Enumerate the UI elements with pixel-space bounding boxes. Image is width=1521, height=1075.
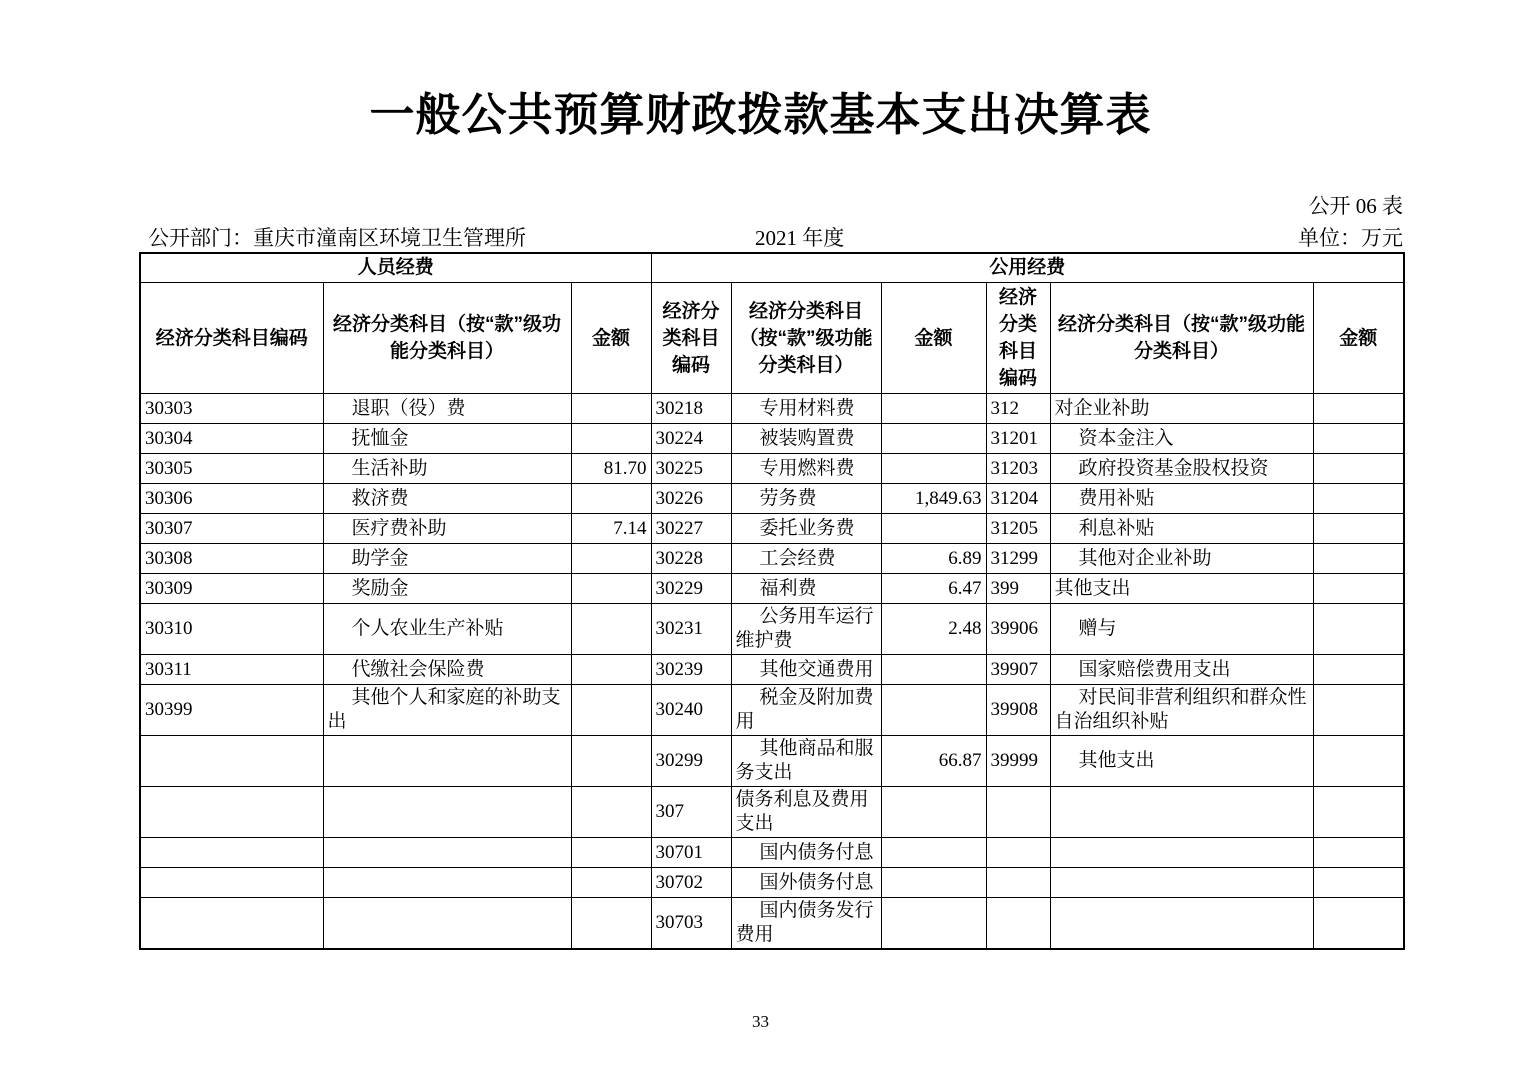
table-row — [140, 484, 1404, 514]
code-cell: 30308 — [140, 544, 323, 574]
subject-cell: 生活补助 — [323, 454, 571, 484]
column-header: 经济分类科目（按“款”级功能分类科目） — [731, 283, 881, 394]
amount-cell — [1313, 424, 1404, 454]
subject-cell: 赠与 — [1050, 604, 1313, 655]
subject-cell: 个人农业生产补贴 — [323, 604, 571, 655]
column-header: 经济分类科目编码 — [986, 283, 1050, 394]
code-cell: 30240 — [651, 685, 731, 736]
subject-cell: 公务用车运行维护费 — [731, 604, 881, 655]
table-row — [140, 394, 1404, 424]
code-cell: 30305 — [140, 454, 323, 484]
column-header: 金额 — [1313, 283, 1404, 394]
subject-cell: 费用补贴 — [1050, 484, 1313, 514]
subject-cell: 退职（役）费 — [323, 394, 571, 424]
code-cell: 30231 — [651, 604, 731, 655]
subject-cell: 利息补贴 — [1050, 514, 1313, 544]
amount-cell — [571, 484, 651, 514]
unit-label: 单位：万元 — [1298, 226, 1403, 250]
subject-cell: 救济费 — [323, 484, 571, 514]
amount-cell: 7.14 — [571, 514, 651, 544]
amount-cell — [571, 736, 651, 787]
code-cell: 30702 — [651, 868, 731, 898]
subject-cell: 劳务费 — [731, 484, 881, 514]
code-cell — [140, 898, 323, 950]
code-cell — [986, 787, 1050, 838]
amount-cell — [881, 655, 986, 685]
table-row — [140, 787, 1404, 838]
subject-cell — [323, 736, 571, 787]
amount-cell — [881, 838, 986, 868]
amount-cell — [571, 838, 651, 868]
table-row — [140, 544, 1404, 574]
subject-cell: 债务利息及费用支出 — [731, 787, 881, 838]
table-body — [140, 394, 1404, 950]
page-title: 一般公共预算财政拨款基本支出决算表 — [369, 89, 1152, 140]
code-cell: 31299 — [986, 544, 1050, 574]
table-row — [140, 685, 1404, 736]
subject-cell — [323, 868, 571, 898]
budget-table — [139, 252, 1405, 950]
column-header: 金额 — [881, 283, 986, 394]
subject-cell — [1050, 868, 1313, 898]
code-cell: 39906 — [986, 604, 1050, 655]
amount-cell: 2.48 — [881, 604, 986, 655]
table-row — [140, 655, 1404, 685]
subject-cell: 其他支出 — [1050, 736, 1313, 787]
amount-cell — [1313, 514, 1404, 544]
subject-cell: 其他支出 — [1050, 574, 1313, 604]
subject-cell: 奖励金 — [323, 574, 571, 604]
table-row — [140, 736, 1404, 787]
subject-cell: 国外债务付息 — [731, 868, 881, 898]
amount-cell: 1,849.63 — [881, 484, 986, 514]
column-header-row — [140, 283, 1404, 394]
subject-cell: 福利费 — [731, 574, 881, 604]
table-head — [140, 253, 1404, 394]
amount-cell — [881, 868, 986, 898]
page-number: 33 — [752, 1012, 769, 1031]
subject-cell: 委托业务费 — [731, 514, 881, 544]
code-cell: 30225 — [651, 454, 731, 484]
subject-cell — [1050, 838, 1313, 868]
amount-cell — [881, 394, 986, 424]
table-row — [140, 898, 1404, 950]
amount-cell — [1313, 736, 1404, 787]
subject-cell: 抚恤金 — [323, 424, 571, 454]
amount-cell — [571, 574, 651, 604]
code-cell: 30218 — [651, 394, 731, 424]
group-header-row — [140, 253, 1404, 283]
amount-cell — [881, 514, 986, 544]
code-cell: 30299 — [651, 736, 731, 787]
amount-cell — [1313, 898, 1404, 950]
column-header: 经济分类科目编码 — [140, 283, 323, 394]
subject-cell: 专用燃料费 — [731, 454, 881, 484]
department-label: 公开部门：重庆市潼南区环境卫生管理所 — [148, 226, 526, 250]
amount-cell — [881, 454, 986, 484]
code-cell: 30703 — [651, 898, 731, 950]
amount-cell — [1313, 604, 1404, 655]
subject-cell: 被装购置费 — [731, 424, 881, 454]
subject-cell: 对民间非营利组织和群众性自治组织补贴 — [1050, 685, 1313, 736]
table-code-label: 公开 06 表 — [1308, 194, 1403, 218]
subject-cell — [1050, 898, 1313, 950]
amount-cell — [571, 868, 651, 898]
subject-cell: 国家赔偿费用支出 — [1050, 655, 1313, 685]
table-row — [140, 514, 1404, 544]
code-cell: 399 — [986, 574, 1050, 604]
column-header: 经济分类科目编码 — [651, 283, 731, 394]
amount-cell — [1313, 655, 1404, 685]
subject-cell: 工会经费 — [731, 544, 881, 574]
amount-cell — [571, 604, 651, 655]
column-header: 金额 — [571, 283, 651, 394]
amount-cell — [571, 685, 651, 736]
amount-cell — [881, 424, 986, 454]
amount-cell — [1313, 484, 1404, 514]
amount-cell — [571, 787, 651, 838]
code-cell — [986, 838, 1050, 868]
fiscal-year-label: 2021 年度 — [755, 226, 845, 250]
subject-cell: 其他对企业补助 — [1050, 544, 1313, 574]
amount-cell — [1313, 544, 1404, 574]
code-cell: 30306 — [140, 484, 323, 514]
code-cell: 30399 — [140, 685, 323, 736]
amount-cell: 6.89 — [881, 544, 986, 574]
subject-cell: 资本金注入 — [1050, 424, 1313, 454]
code-cell: 30310 — [140, 604, 323, 655]
amount-cell — [1313, 394, 1404, 424]
subject-cell — [323, 787, 571, 838]
amount-cell — [571, 544, 651, 574]
code-cell: 30224 — [651, 424, 731, 454]
subject-cell: 代缴社会保险费 — [323, 655, 571, 685]
table-row — [140, 454, 1404, 484]
code-cell: 31205 — [986, 514, 1050, 544]
code-cell: 307 — [651, 787, 731, 838]
code-cell: 30228 — [651, 544, 731, 574]
subject-cell: 税金及附加费用 — [731, 685, 881, 736]
subject-cell: 医疗费补助 — [323, 514, 571, 544]
code-cell: 31201 — [986, 424, 1050, 454]
code-cell — [986, 898, 1050, 950]
code-cell: 30307 — [140, 514, 323, 544]
amount-cell — [881, 685, 986, 736]
amount-cell — [1313, 454, 1404, 484]
group-header: 人员经费 — [140, 253, 651, 283]
table-row — [140, 868, 1404, 898]
code-cell — [140, 838, 323, 868]
code-cell: 31203 — [986, 454, 1050, 484]
code-cell — [140, 868, 323, 898]
amount-cell — [571, 394, 651, 424]
amount-cell — [1313, 574, 1404, 604]
subject-cell: 专用材料费 — [731, 394, 881, 424]
table-row — [140, 604, 1404, 655]
code-cell: 30303 — [140, 394, 323, 424]
amount-cell — [1313, 685, 1404, 736]
group-header: 公用经费 — [651, 253, 1404, 283]
code-cell — [986, 868, 1050, 898]
meta-row — [0, 222, 1521, 250]
subject-cell: 国内债务付息 — [731, 838, 881, 868]
subject-cell — [323, 838, 571, 868]
subject-cell: 助学金 — [323, 544, 571, 574]
amount-cell: 81.70 — [571, 454, 651, 484]
code-cell: 30227 — [651, 514, 731, 544]
amount-cell — [571, 424, 651, 454]
code-cell — [140, 787, 323, 838]
subject-cell: 其他商品和服务支出 — [731, 736, 881, 787]
table-row — [140, 838, 1404, 868]
subject-cell: 对企业补助 — [1050, 394, 1313, 424]
subject-cell — [323, 898, 571, 950]
code-cell: 30311 — [140, 655, 323, 685]
amount-cell — [1313, 868, 1404, 898]
amount-cell — [1313, 838, 1404, 868]
subject-cell: 其他个人和家庭的补助支出 — [323, 685, 571, 736]
column-header: 经济分类科目（按“款”级功能分类科目） — [323, 283, 571, 394]
code-cell: 30309 — [140, 574, 323, 604]
code-cell: 39999 — [986, 736, 1050, 787]
table-row — [140, 424, 1404, 454]
amount-cell — [1313, 787, 1404, 838]
amount-cell — [881, 787, 986, 838]
code-cell — [140, 736, 323, 787]
subject-cell: 其他交通费用 — [731, 655, 881, 685]
amount-cell — [571, 655, 651, 685]
code-cell: 30229 — [651, 574, 731, 604]
code-cell: 30701 — [651, 838, 731, 868]
code-cell: 31204 — [986, 484, 1050, 514]
table-row — [140, 574, 1404, 604]
code-cell: 30239 — [651, 655, 731, 685]
amount-cell: 66.87 — [881, 736, 986, 787]
code-cell: 312 — [986, 394, 1050, 424]
subject-cell — [1050, 787, 1313, 838]
amount-cell — [571, 898, 651, 950]
amount-cell: 6.47 — [881, 574, 986, 604]
column-header: 经济分类科目（按“款”级功能分类科目） — [1050, 283, 1313, 394]
code-cell: 39908 — [986, 685, 1050, 736]
code-cell: 30226 — [651, 484, 731, 514]
subject-cell: 国内债务发行费用 — [731, 898, 881, 950]
amount-cell — [881, 898, 986, 950]
subject-cell: 政府投资基金股权投资 — [1050, 454, 1313, 484]
code-cell: 39907 — [986, 655, 1050, 685]
code-cell: 30304 — [140, 424, 323, 454]
